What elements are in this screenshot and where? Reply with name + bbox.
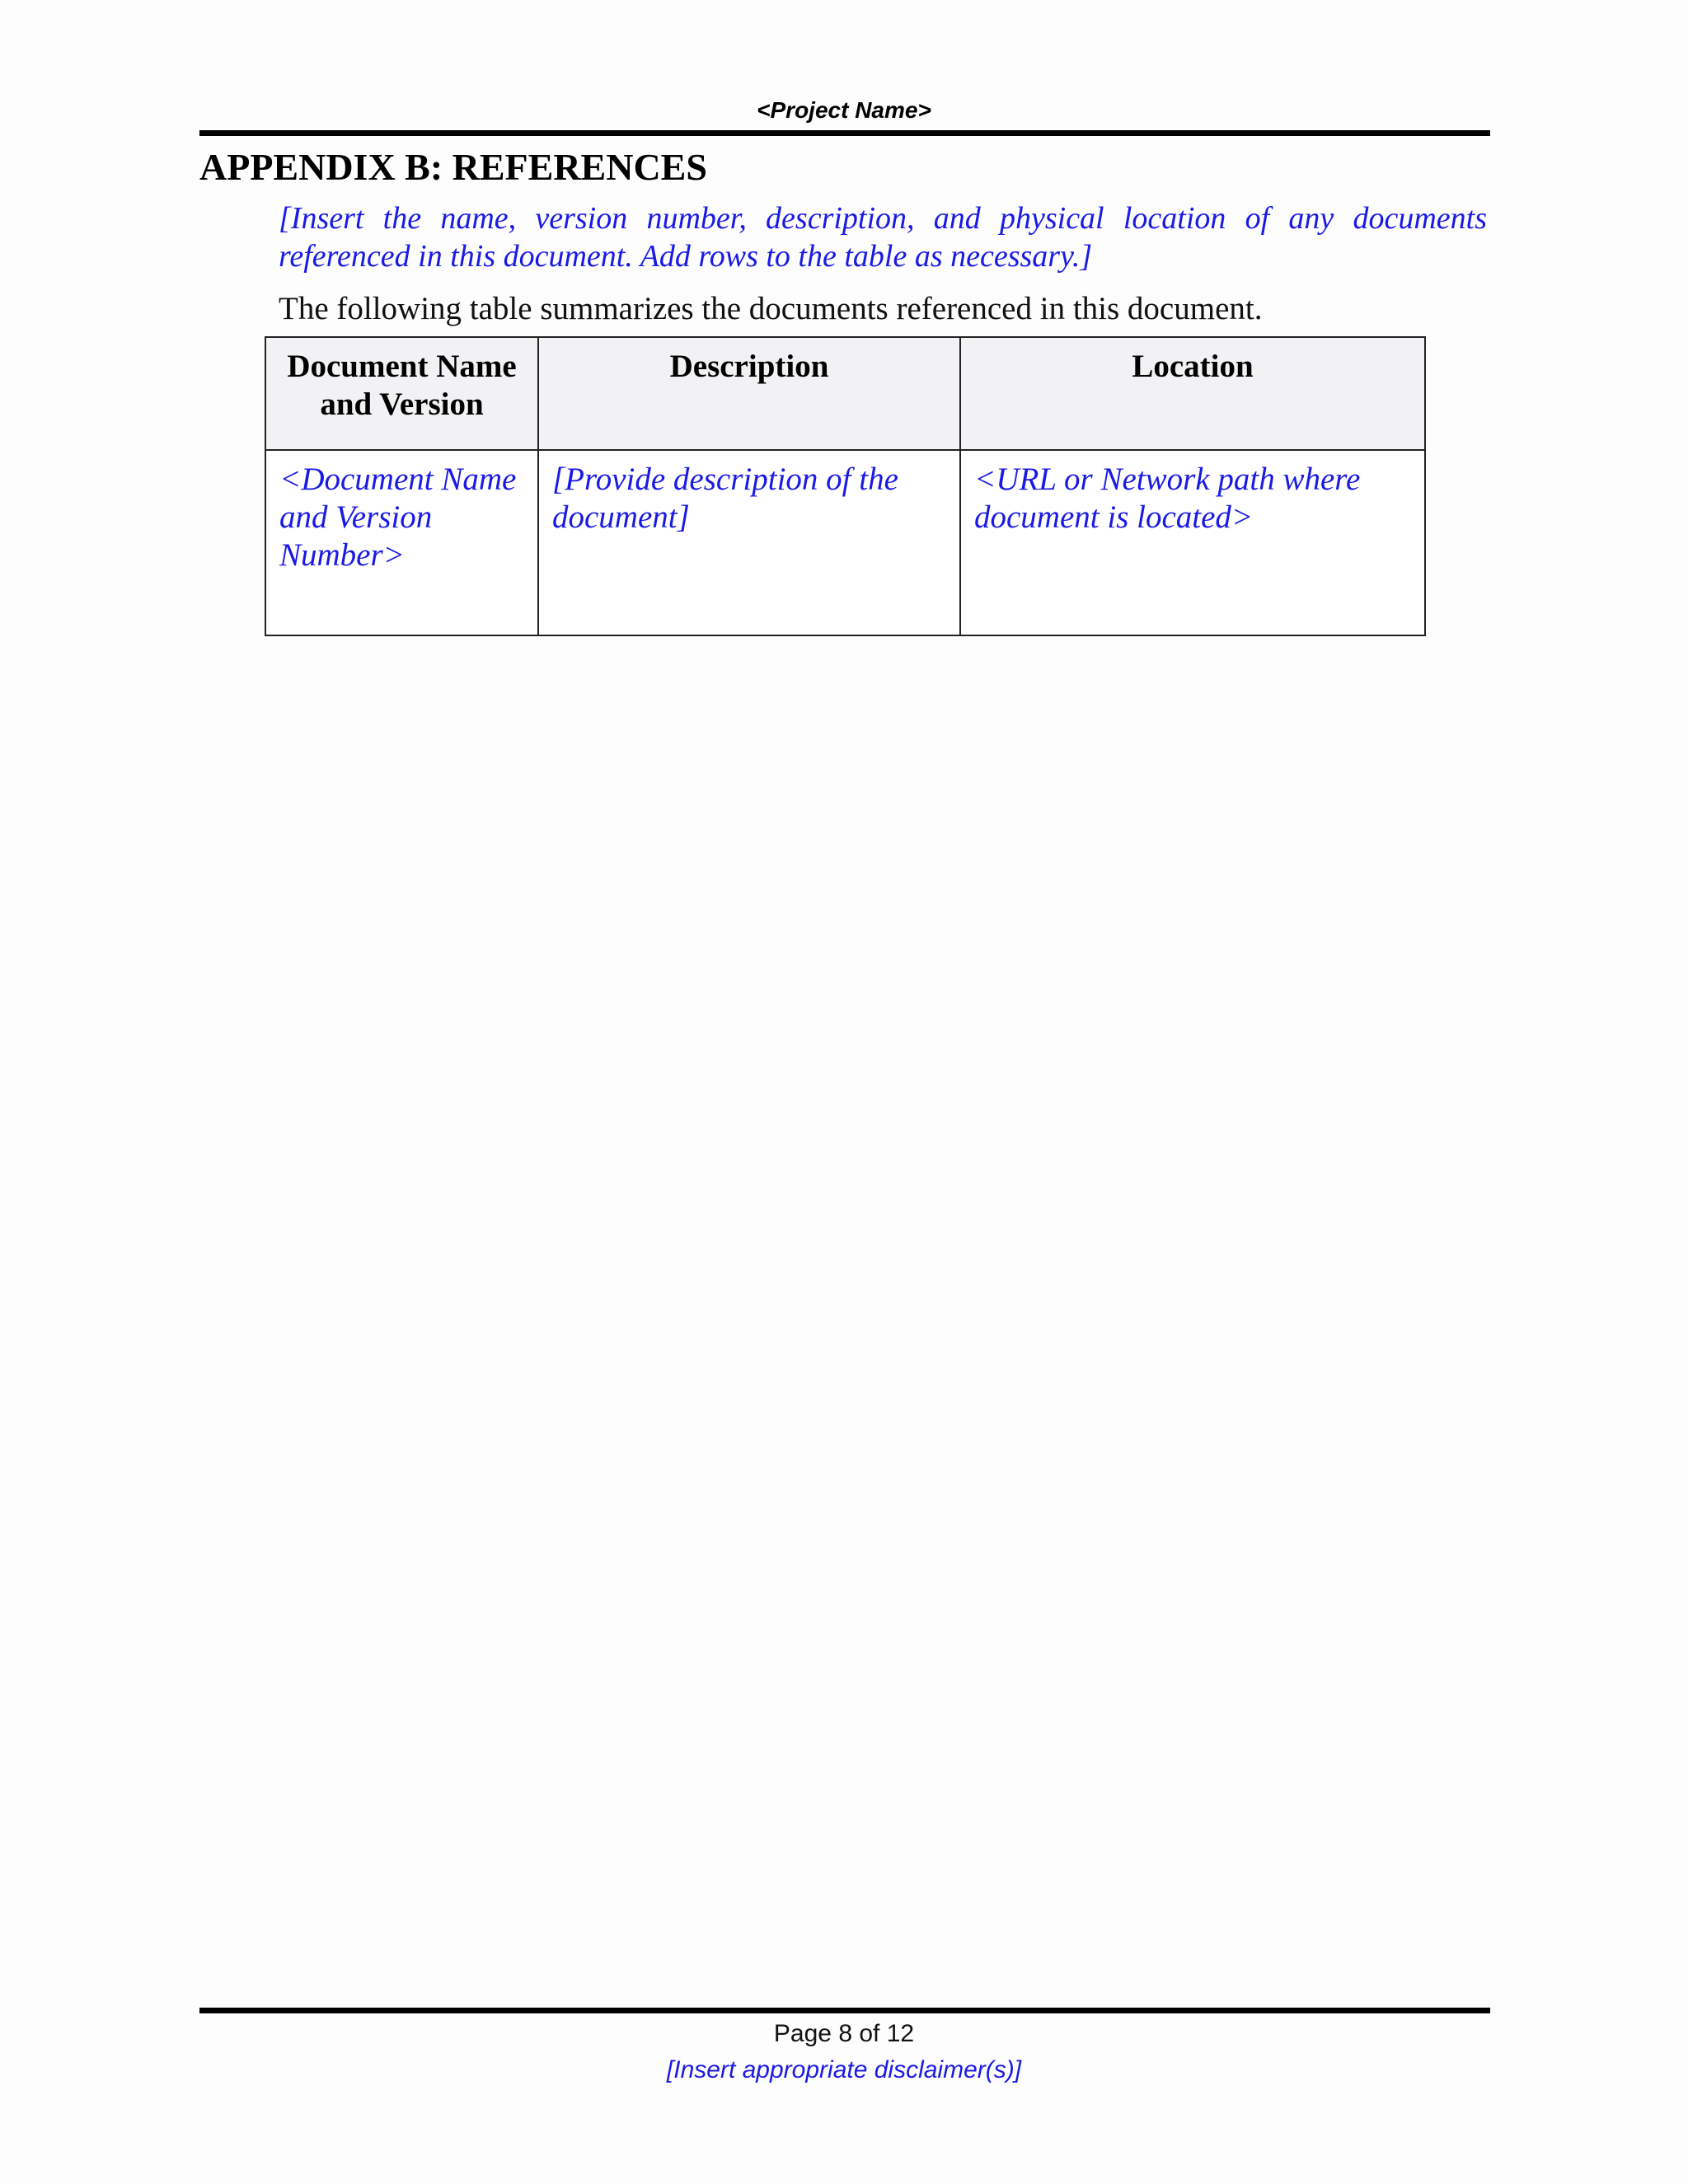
cell-document-name[interactable]: <Document Name and Version Number>	[265, 450, 538, 635]
table-row	[265, 450, 1425, 635]
header-rule	[199, 130, 1490, 136]
intro-paragraph: The following table summarizes the documents referenced in this document.	[279, 291, 1263, 326]
header-project-name: <Project Name>	[757, 97, 931, 123]
cell-location[interactable]: <URL or Network path where document is located>	[960, 450, 1425, 635]
references-table	[265, 336, 1426, 636]
instruction-text: [Insert the name, version number, description, and physical location of any documents referenced in this document. Add rows to the table as necessary.]	[279, 201, 1487, 274]
column-header-description: Description	[538, 337, 960, 450]
appendix-heading: APPENDIX B: REFERENCES	[199, 146, 707, 188]
page-number: Page 8 of 12	[773, 2020, 915, 2047]
column-header-document-name: Document Name and Version	[265, 337, 538, 450]
column-header-location: Location	[960, 337, 1425, 450]
table-header-row	[265, 337, 1425, 450]
cell-description[interactable]: [Provide description of the document]	[538, 450, 960, 635]
footer-disclaimer: [Insert appropriate disclaimer(s)]	[666, 2056, 1022, 2083]
footer-rule	[199, 2008, 1490, 2013]
